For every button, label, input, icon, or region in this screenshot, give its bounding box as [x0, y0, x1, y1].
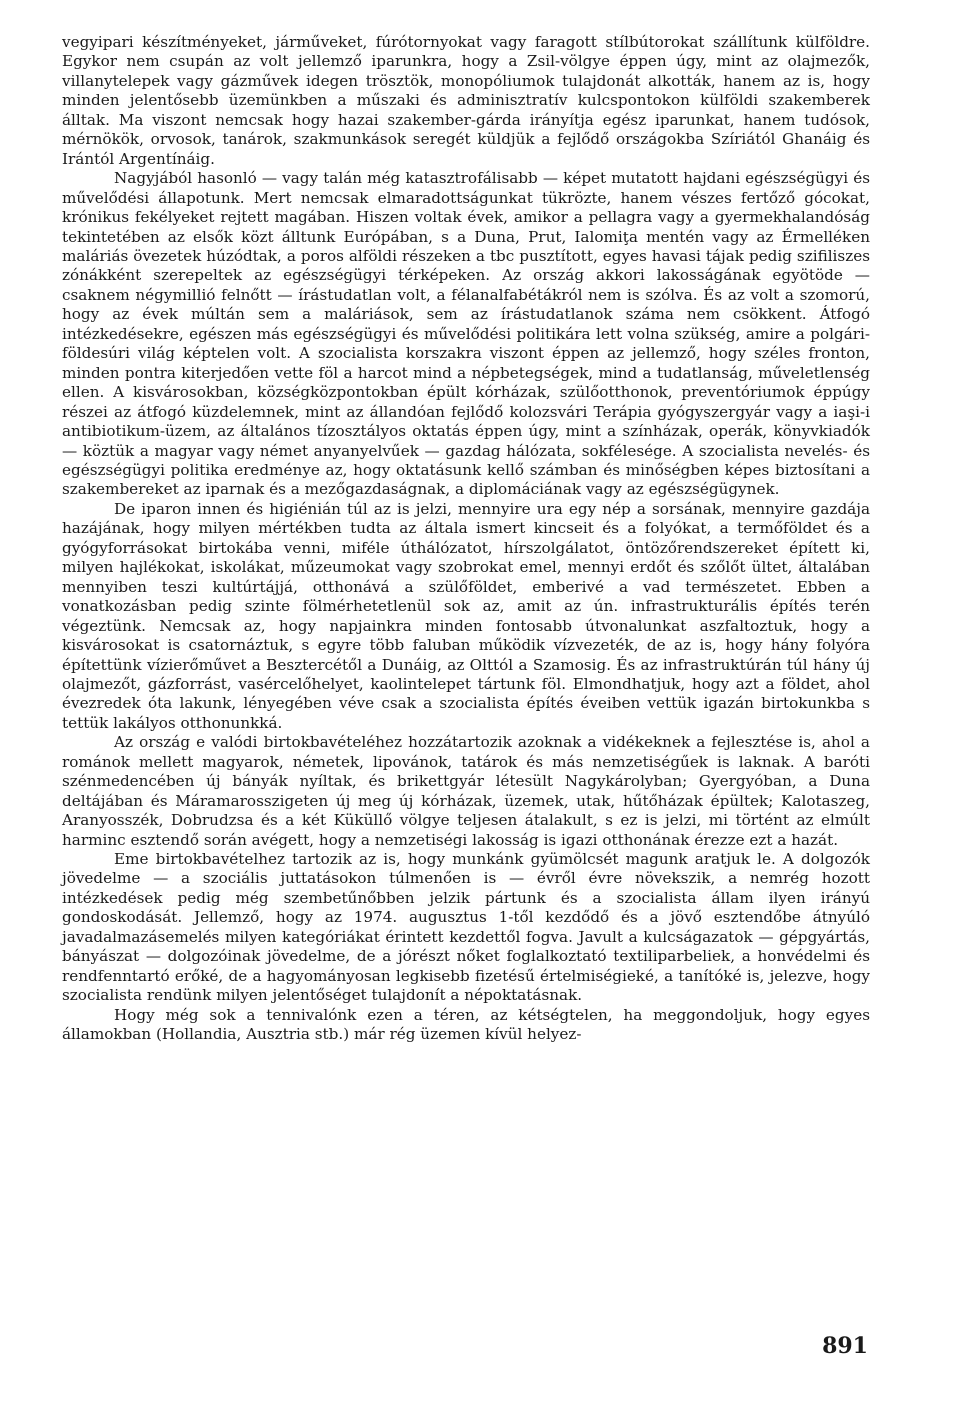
page-body: [62, 33, 870, 1045]
paragraph-4: Az ország e valódi birtokbavételéhez hozzátartozik azoknak a vidékeknek a fejlesztése is, ahol a románok mellett magyarok, németek, lipovánok, tatárok és más nemzetiségűek is laknak. A baróti szénmedencében új bányák nyíltak, és brikettgyár létesült Nagykárolyban; Gyergyóban, a Duna deltájában és Máramarosszigeten új meg új kórházak, üzemek, utak, hűtőházak épültek; Kalotaszeg, Aranyosszék, Dobrudzsa és a két Küküllő völgye teljesen átalakult, s ez is jelzi, mi történt az elmúlt harminc esztendő során avégett, hogy a nemzetiségi lakosság is igazi otthonának érezze ezt a hazát.: [62, 733, 870, 849]
paragraph-1: vegyipari készítményeket, járműveket, fúrótornyokat vagy faragott stílbútorokat szállítunk külföldre. Egykor nem csupán az volt jellemző iparunkra, hogy a Zsil-völgye éppen úgy, mint az olajmezők, villanytelepek vagy gázművek idegen trösztök, monopóliumok tulajdonát alkották, hanem az is, hogy minden jelentősebb üzemünkben a műszaki és adminisztratív kulcspontokon külföldi szakemberek álltak. Ma viszont nemcsak hogy hazai szakember-gárda irányítja egész iparunkat, hanem tudósok, mérnökök, orvosok, tanárok, szakmunkások seregét küldjük a fejlődő országokba Szíriától Ghanáig és Irántól Argentínáig.: [62, 33, 870, 168]
paragraph-5: Eme birtokbavételhez tartozik az is, hogy munkánk gyümölcsét magunk aratjuk le. A dolgozók jövedelme — a szociális juttatásokon túlmenően is — évről évre növekszik, a nemrég hozott intézkedések pedig még szembetűnőbben jelzik pártunk és a szocialista állam ilyen irányú gondoskodását. Jellemző, hogy az 1974. augusztus 1-től kezdődő és a jövő esztendőbe átnyúló javadalmazásemelés milyen kategóriákat érintett kezdettől fogva. Javult a kulcságazatok — gépgyártás, bányászat — dolgozóinak jövedelme, de a jórészt nőket foglalkoztató textiliparbeliek, a honvédelmi és rendfenntartó erőké, de a hagyományosan legkisebb fizetésű értelmiségieké, a tanítóké is, jelezve, hogy szocialista rendünk milyen jelentőséget tulajdonít a népoktatásnak.: [62, 850, 870, 1005]
paragraph-2: Nagyjából hasonló — vagy talán még katasztrofálisabb — képet mutatott hajdani egészségügyi és művelődési állapotunk. Mert nemcsak elmaradottságunkat tükrözte, hanem vészes fertőző gócokat, krónikus fekélyeket rejtett magában. Hiszen voltak évek, amikor a pellagra vagy a gyermekhalandóság tekintetében az elsők közt álltunk Európában, s a Duna, Prut, Ialomiţa mentén vagy az Érmelléken maláriás övezetek húzódtak, a poros alföldi részeken a tbc pusztított, egyes havasi tájak pedig szifiliszes zónákként szerepeltek az egészségügyi térképeken. Az ország akkori lakosságának egyötöde — csaknem négymillió felnőtt — írástudatlan volt, a félanalfabétákról nem is szólva. És az volt a szomorú, hogy az évek múltán sem a maláriások, sem az írástudatlanok száma nem csökkent. Átfogó intézkedésekre, egészen más egészségügyi és művelődési politikára lett volna szükség, amire a polgári-földesúri világ képtelen volt. A szocialista korszakra viszont éppen az jellemző, hogy széles fronton, minden pontra kiterjedően vette föl a harcot mind a népbetegségek, mind a tudatlanság, műveletlenség ellen. A kisvárosokban, községközpontokban épült kórházak, szülőotthonok, preventóriumok éppúgy részei az átfogó küzdelemnek, mint az állandóan fejlődő kolozsvári Terápia gyógyszergyár vagy a iaşi-i antibiotikum-üzem, az általános tízosztályos oktatás éppen úgy, mint a színházak, operák, könyvkiadók — köztük a magyar vagy német anyanyelvűek — gazdag hálózata, sokfélesége. A szocialista nevelés- és egészségügyi politika eredménye az, hogy oktatásunk kellő számban és minőségben képes biztosítani a szakembereket az iparnak és a mezőgazdaságnak, a diplomáciának vagy az egészségügynek.: [62, 169, 870, 499]
page-number: 891: [822, 1333, 868, 1359]
paragraph-6: Hogy még sok a tennivalónk ezen a téren, az kétségtelen, ha meggondoljuk, hogy egyes államokban (Hollandia, Ausztria stb.) már rég üzemen kívül helyez-: [62, 1005, 870, 1044]
paragraph-3: De iparon innen és higiénián túl az is jelzi, mennyire ura egy nép a sorsának, mennyire gazdája hazájának, hogy milyen mértékben tudta az általa ismert kincseit és a folyókat, a termőföldet és a gyógyforrásokat birtokába venni, miféle úthálózatot, hírszolgálatot, öntözőrendszereket épített ki, milyen hajlékokat, iskolákat, műzeumokat vagy szobrokat emel, mennyi erdőt és szőlőt ültet, általában mennyiben teszi kultúrtájjá, otthonává a szülőföldet, emberivé a vad természetet. Ebben a vonatkozásban pedig szinte fölmérhetetlenül sok az, amit az ún. infrastrukturális építés terén végeztünk. Nemcsak az, hogy napjainkra minden fontosabb útvonalunkat aszfaltoztuk, hogy a kisvárosokat is csatornáztuk, s egyre több faluban működik vízvezeték, de az is, hogy hány folyóra építettünk vízierőművet a Besztercétől a Dunáig, az Olttól a Szamosig. És az infrastruktúrán túl hány új olajmezőt, gázforrást, vasércelőhelyet, kaolintelepet tártunk föl. Elmondhatjuk, hogy azt a földet, ahol évezredek óta lakunk, lényegében véve csak a szocialista építés éveiben vettük igazán birtokunkba s tettük lakályos otthonunkká.: [62, 499, 870, 732]
